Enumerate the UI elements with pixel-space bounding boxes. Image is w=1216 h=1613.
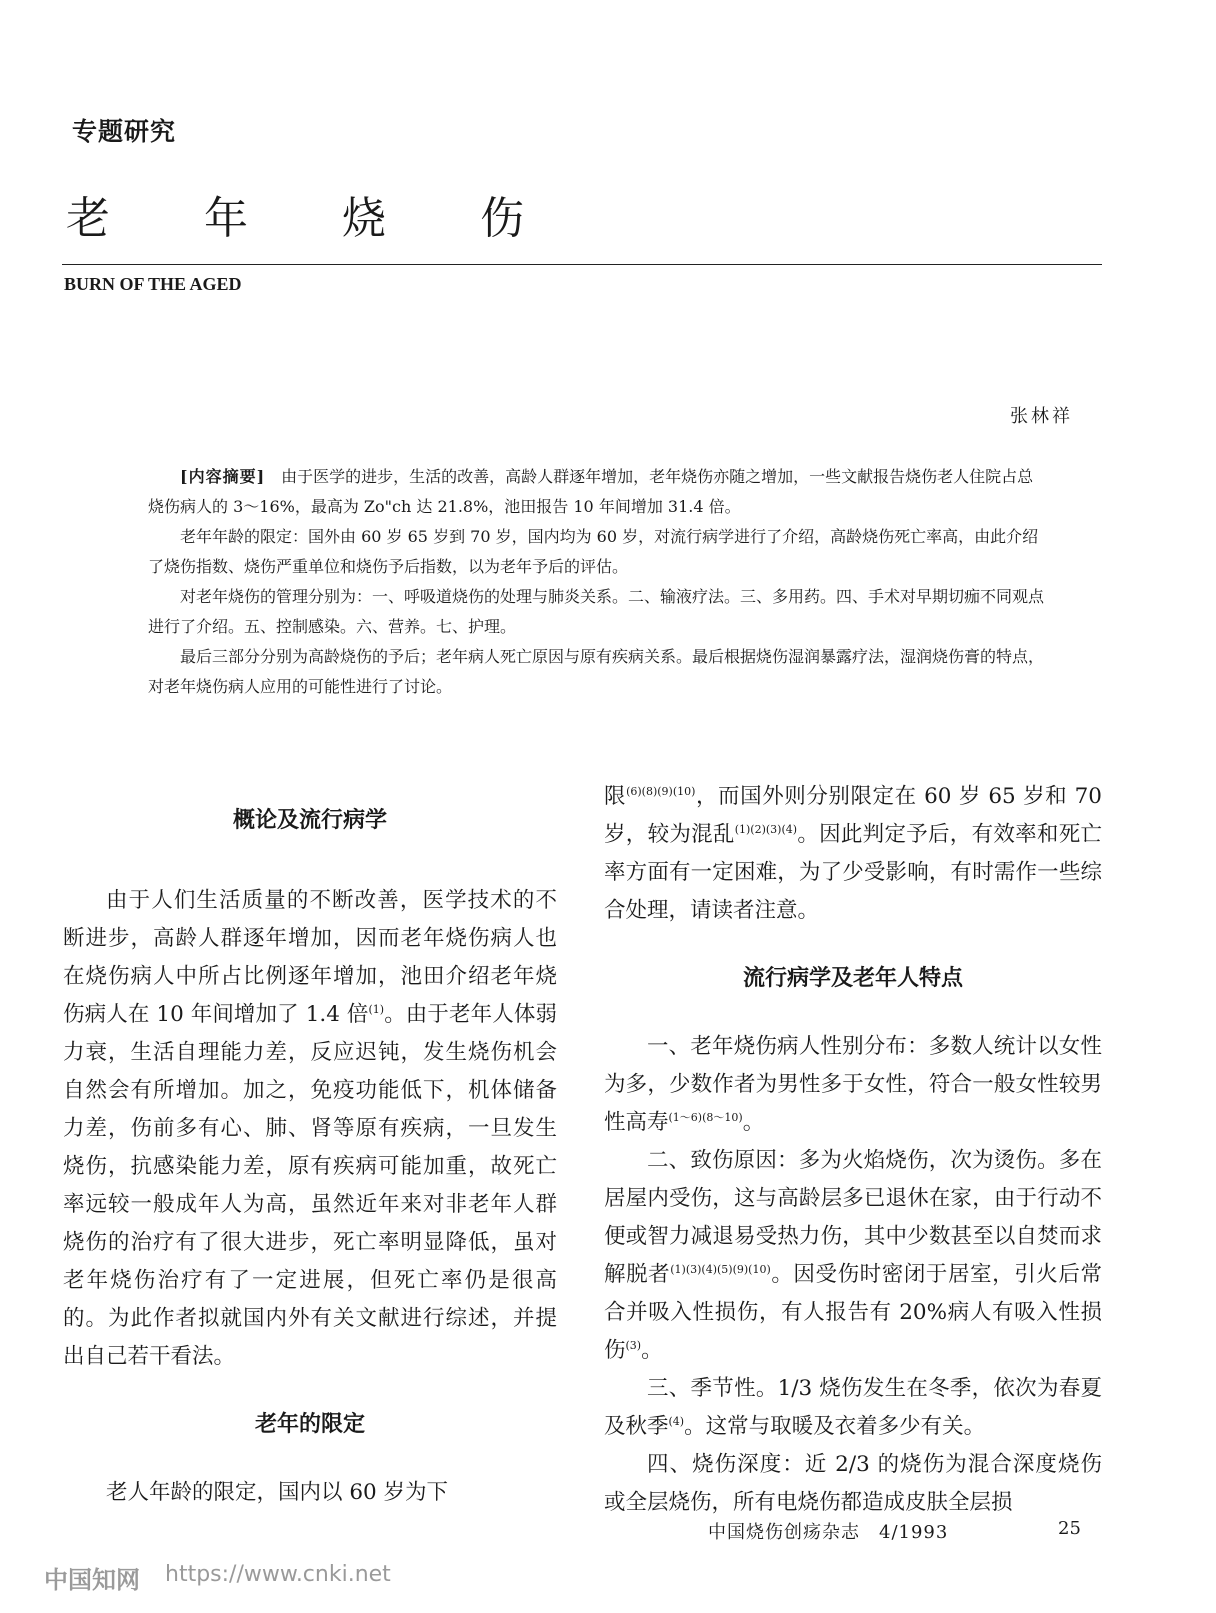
citation: (1～6)(8～10) bbox=[668, 1110, 743, 1124]
abstract-paragraph-1: [内容摘要] 由于医学的进步，生活的改善，高龄人群逐年增加，老年烧伤亦随之增加，一些文献报告烧伤老人住院占总烧伤病人的 3～16%，最高为 Zo"ch 达 21.8%，池田报告 10 年间增加 31.4 倍。 bbox=[148, 467, 1034, 516]
citation: (4) bbox=[668, 1414, 685, 1428]
page-number: 25 bbox=[1058, 1518, 1081, 1539]
abstract-paragraph-3: 对老年烧伤的管理分别为：一、呼吸道烧伤的处理与肺炎关系。二、输液疗法。三、多用药。四、手术对早期切痂不同观点进行了介绍。五、控制感染。六、营养。七、护理。 bbox=[148, 587, 1045, 636]
abstract-label: [内容摘要] bbox=[180, 467, 266, 486]
citation: (6)(8)(9)(10) bbox=[626, 784, 696, 798]
heading-overview: 概论及流行病学 bbox=[232, 808, 387, 833]
citation: (1)(3)(4)(5)(9)(10) bbox=[670, 1262, 771, 1276]
article-title: 老 年 烧 伤 bbox=[66, 193, 564, 244]
abstract-paragraph-2: 老年年龄的限定：国外由 60 岁 65 岁到 70 岁，国内均为 60 岁，对流行病学进行了介绍，高龄烧伤死亡率高，由此介绍了烧伤指数、烧伤严重单位和烧伤予后指数，以为老年予后的评估。 bbox=[148, 527, 1039, 576]
list-item: 一、老年烧伤病人性别分布：多数人统计以女性为多，少数作者为男性多于女性，符合一般女性较男性高寿$^{(1\sim 6)(8\sim 10)}$。 bbox=[604, 1034, 1102, 1135]
title-divider bbox=[62, 264, 1102, 265]
body-paragraph: 老人年龄的限定，国内以 60 岁为下 bbox=[106, 1480, 449, 1505]
citation: (1)(2)(3)(4) bbox=[734, 822, 798, 836]
body-paragraph-continued: 限$^{(6)(8)(9)(10)}$，而国外则分别限定在 60 岁 65 岁和 70 岁，较为混乱$^{(1)(2)(3)(4)}$。因此判定予后，有效率和死亡率方面有一定困难，为了少受影响，有时需作一些综合处理，请读者注意。 bbox=[604, 784, 1102, 923]
list-item: 四、烧伤深度：近 2/3 的烧伤为混合深度烧伤或全层烧伤，所有电烧伤都造成皮肤全层损 bbox=[604, 1452, 1102, 1515]
footer-journal: 中国烧伤创疡杂志 4/1993 bbox=[708, 1522, 949, 1543]
heading-age-definition: 老年的限定 bbox=[254, 1412, 365, 1437]
watermark-url: https://www.cnki.net bbox=[165, 1562, 391, 1587]
right-column bbox=[604, 778, 1102, 1522]
english-title: BURN OF THE AGED bbox=[64, 274, 242, 294]
body-paragraph: 由于人们生活质量的不断改善，医学技术的不断进步，高龄人群逐年增加，因而老年烧伤病人也在烧伤病人中所占比例逐年增加，池田介绍老年烧伤病人在 10 年间增加了 1.4 倍$^{(1)}$。由于老年人体弱力衰，生活自理能力差，反应迟钝，发生烧伤机会自然会有所增加。加之，免疫功能低下，机体储备力差，伤前多有心、肺、肾等原有疾病，一旦发生烧伤，抗感染能力差，原有疾病可能加重，故死亡率远较一般成年人为高，虽然近年来对非老年人群烧伤的治疗有了很大进步，死亡率明显降低，虽对老年烧伤治疗有了一定进展，但死亡率仍是很高的。为此作者拟就国内外有关文献进行综述，并提出自己若干看法。 bbox=[63, 888, 557, 1369]
citation: (1) bbox=[368, 1002, 385, 1016]
abstract-paragraph-4: 最后三部分分别为高龄烧伤的予后；老年病人死亡原因与原有疾病关系。最后根据烧伤湿润暴露疗法，湿润烧伤膏的特点，对老年烧伤病人应用的可能性进行了讨论。 bbox=[148, 647, 1045, 696]
section-tag: 专题研究 bbox=[72, 117, 177, 146]
left-column bbox=[63, 802, 557, 1512]
list-item: 二、致伤原因：多为火焰烧伤，次为烫伤。多在居屋内受伤，这与高龄层多已退休在家，由于行动不便或智力减退易受热力伤，其中少数甚至以自焚而求解脱者$^{(1)(3)(4)(5)(9)(10)}$。因受伤时密闭于居室，引火后常合并吸入性损伤，有人报告有 20%病人有吸入性损伤$^{(3)}$。 bbox=[604, 1148, 1102, 1363]
citation: (3) bbox=[625, 1338, 642, 1352]
abstract bbox=[148, 462, 1048, 702]
list-item: 三、季节性。1/3 烧伤发生在冬季，依次为春夏及秋季$^{(4)}$。这常与取暖及衣着多少有关。 bbox=[604, 1376, 1102, 1439]
heading-epidemiology: 流行病学及老年人特点 bbox=[742, 966, 963, 991]
watermark-site-name: 中国知网 bbox=[44, 1566, 140, 1594]
author: 张林祥 bbox=[1010, 406, 1073, 427]
